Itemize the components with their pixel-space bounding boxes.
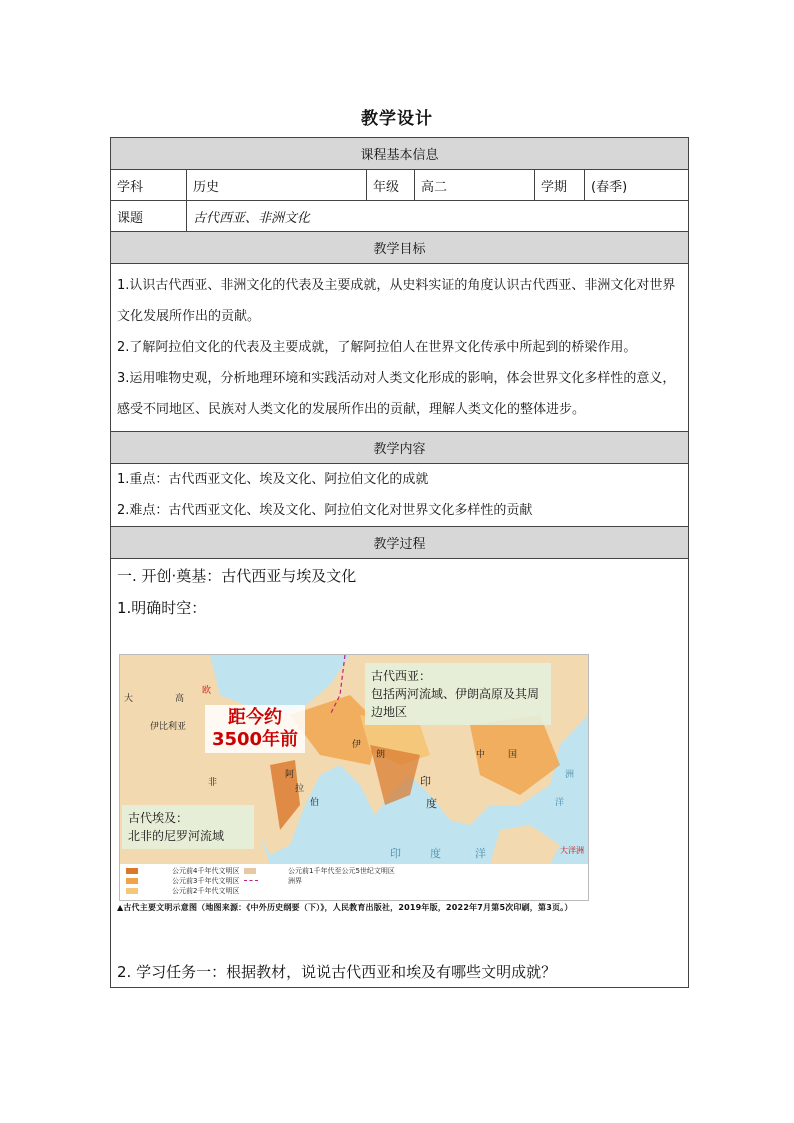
- map-label: 洋: [555, 798, 565, 808]
- content-header: 教学内容: [111, 432, 689, 464]
- map-label: 伊: [352, 740, 362, 750]
- badge-line2: 3500年前: [211, 729, 299, 750]
- map-label: 欧: [202, 686, 212, 696]
- legend-swatch: [126, 888, 138, 894]
- legend-swatch: [244, 868, 256, 874]
- content-item: 1.重点：古代西亚文化、埃及文化、阿拉伯文化的成就: [117, 472, 429, 487]
- map-label: 阿: [285, 770, 295, 780]
- map-legend: [120, 864, 588, 900]
- map-label: 大洋洲: [560, 846, 584, 855]
- map-label: 大: [124, 694, 134, 704]
- section-title: 一. 开创·奠基：古代西亚与埃及文化: [117, 567, 357, 585]
- map-label: 洋: [475, 847, 486, 860]
- map-label: 印: [390, 847, 401, 860]
- west-asia-box-text: 包括两河流域、伊朗高原及其周边地区: [371, 687, 540, 719]
- goal-item: 1.认识古代西亚、非洲文化的代表及主要成就，从史料实证的角度认识古代西亚、非洲文化对世界文化发展所作出的贡献。: [117, 278, 676, 324]
- legend-item: 公元前1千年代至公元5世纪文明区: [288, 867, 395, 875]
- grade-value: 高二: [415, 170, 535, 201]
- lesson-plan-table: [110, 137, 689, 988]
- legend-boundary-line: [244, 880, 258, 881]
- legend-item: 公元前2千年代文明区: [172, 887, 240, 895]
- egypt-box-text: 北非的尼罗河流域: [128, 829, 225, 843]
- legend-swatch: [126, 868, 138, 874]
- map-label: 度: [430, 847, 441, 860]
- west-asia-box-title: 古代西亚：: [371, 669, 432, 683]
- legend-swatch: [126, 878, 138, 884]
- land-southeast: [490, 825, 560, 864]
- process-cell: [111, 559, 689, 988]
- topic-label: 课题: [111, 201, 187, 232]
- topic-value: 古代西亚、非洲文化: [187, 201, 689, 232]
- term-label: 学期: [535, 170, 585, 201]
- term-value: (春季): [585, 170, 689, 201]
- goals-cell: [111, 264, 689, 432]
- step-2: 2. 学习任务一：根据教材，说说古代西亚和埃及有哪些文明成就？: [117, 963, 557, 981]
- grade-label: 年级: [367, 170, 415, 201]
- map-label: 拉: [295, 784, 305, 794]
- map-label: 洲: [565, 770, 575, 780]
- civilization-map: [119, 654, 589, 901]
- subject-value: 历史: [187, 170, 367, 201]
- west-asia-box: [365, 663, 551, 725]
- map-label: 朗: [376, 750, 386, 760]
- goal-item: 2.了解阿拉伯文化的代表及主要成就，了解阿拉伯人在世界文化传承中所起到的桥梁作用。: [117, 340, 637, 355]
- map-label: 国: [508, 750, 518, 760]
- subject-label: 学科: [111, 170, 187, 201]
- badge-line1: 距今约: [228, 707, 282, 728]
- egypt-box: [122, 805, 254, 849]
- content-cell: [111, 464, 689, 527]
- content-item: 2.难点：古代西亚文化、埃及文化、阿拉伯文化对世界文化多样性的贡献: [117, 503, 533, 518]
- legend-item: 洲界: [288, 877, 302, 885]
- basic-info-header: 课程基本信息: [111, 138, 689, 170]
- goals-header: 教学目标: [111, 232, 689, 264]
- document-title: 教学设计: [361, 109, 433, 129]
- map-label: 度: [426, 797, 437, 810]
- time-badge: [205, 705, 305, 753]
- map-label: 中: [476, 750, 486, 760]
- process-header: 教学过程: [111, 527, 689, 559]
- map-label: 非: [208, 778, 218, 788]
- egypt-box-title: 古代埃及：: [128, 811, 189, 825]
- map-label: 高: [175, 694, 185, 704]
- map-label: 印: [420, 775, 431, 788]
- map-label: 伯: [310, 798, 320, 808]
- map-label: 伊比利亚: [150, 722, 187, 732]
- goal-item: 3.运用唯物史观，分析地理环境和实践活动对人类文化形成的影响，体会世界文化多样性的意义，感受不同地区、民族对人类文化的发展所作出的贡献，理解人类文化的整体进步。: [117, 371, 676, 417]
- legend-item: 公元前3千年代文明区: [172, 877, 240, 885]
- step-1: 1.明确时空：: [117, 599, 207, 617]
- map-caption: ▲古代主要文明示意图（地图来源：《中外历史纲要（下）》，人民教育出版社，2019年版，2022年7月第5次印刷，第3页。）: [117, 903, 573, 912]
- legend-item: 公元前4千年代文明区: [172, 867, 240, 875]
